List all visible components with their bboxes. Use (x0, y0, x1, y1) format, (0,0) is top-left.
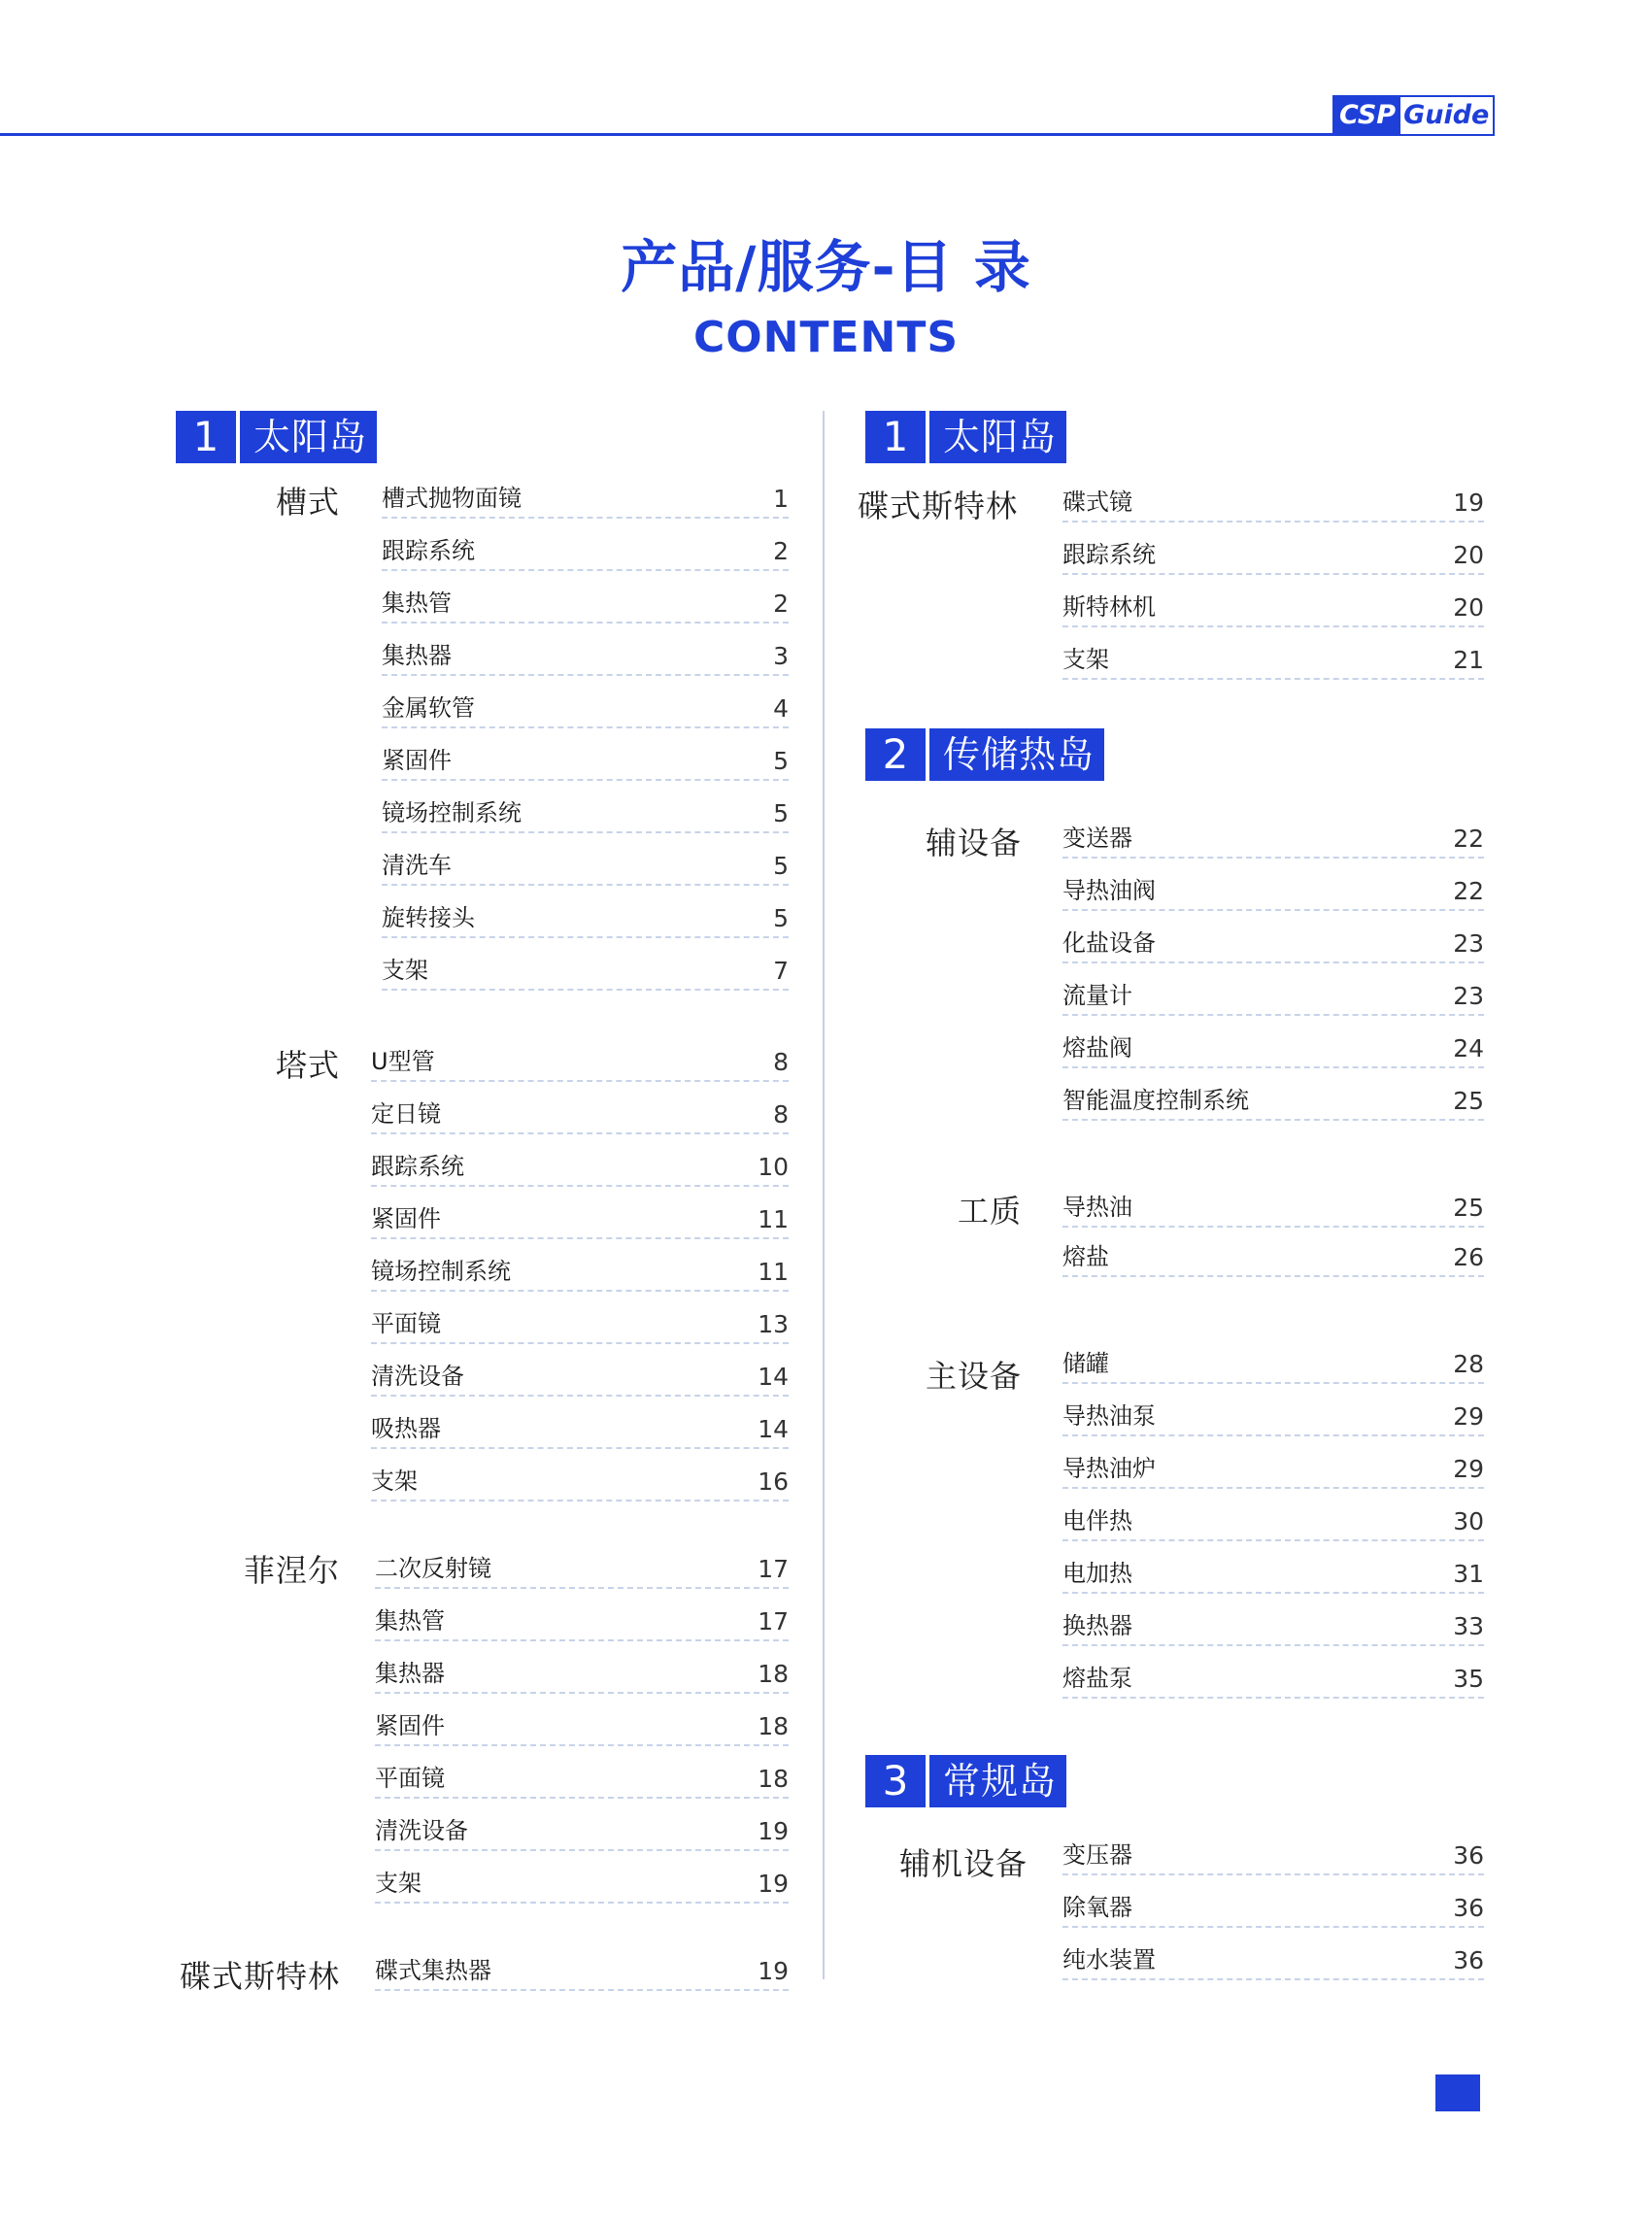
entry-label: 紧固件 (375, 1712, 445, 1739)
entry-label: 跟踪系统 (382, 537, 475, 564)
entry-page-number: 29 (1453, 1402, 1484, 1431)
entry-page-number: 29 (1453, 1455, 1484, 1483)
entry-label: 碟式镜 (1062, 489, 1132, 516)
toc-entry (1062, 921, 1484, 963)
category-label: 槽式 (275, 484, 340, 521)
category-label: 碟式斯特林 (179, 1958, 340, 1995)
toc-entry (1062, 868, 1484, 911)
toc-entry (375, 1546, 789, 1589)
header-rule (0, 133, 1476, 136)
entry-page-number: 5 (773, 904, 789, 932)
entry-label: 导热油炉 (1062, 1455, 1156, 1482)
entry-label: 清洗车 (382, 852, 452, 879)
entry-label: 支架 (1062, 646, 1109, 673)
toc-entry (371, 1039, 789, 1082)
toc-entry (1062, 973, 1484, 1016)
entry-page-number: 36 (1453, 1841, 1484, 1870)
toc-entry (375, 1808, 789, 1851)
category-label: 塔式 (275, 1047, 340, 1084)
entry-page-number: 4 (773, 694, 789, 723)
entry-label: 斯特林机 (1062, 593, 1156, 621)
toc-entry (375, 1599, 789, 1641)
entry-page-number: 18 (758, 1660, 789, 1688)
entry-page-number: 23 (1453, 982, 1484, 1010)
entry-label: 熔盐 (1062, 1243, 1109, 1270)
entry-label: 支架 (371, 1467, 418, 1495)
entry-label: 流量计 (1062, 982, 1132, 1009)
entry-label: 熔盐泵 (1062, 1665, 1132, 1692)
entry-label: 智能温度控制系统 (1062, 1087, 1249, 1114)
entry-label: 镜场控制系统 (371, 1258, 511, 1285)
toc-entry (1062, 1185, 1484, 1228)
entry-label: 清洗设备 (371, 1363, 464, 1390)
toc-entry (1062, 1551, 1484, 1594)
toc-entry (1062, 585, 1484, 627)
entry-label: 镜场控制系统 (382, 799, 522, 826)
entry-page-number: 33 (1453, 1612, 1484, 1640)
section-number: 1 (865, 411, 926, 463)
entry-page-number: 17 (758, 1607, 789, 1636)
entry-page-number: 20 (1453, 541, 1484, 569)
entry-label: 化盐设备 (1062, 929, 1156, 957)
toc-entry (1062, 1078, 1484, 1121)
section-name: 太阳岛 (929, 411, 1066, 463)
toc-entry (382, 633, 789, 676)
csp-guide-logo (1332, 95, 1495, 136)
entry-page-number: 5 (773, 852, 789, 880)
page-subtitle: CONTENTS (692, 313, 960, 362)
entry-page-number: 19 (758, 1957, 789, 1985)
entry-label: 导热油 (1062, 1194, 1132, 1221)
toc-entry (382, 528, 789, 571)
toc-entry (375, 1948, 789, 1991)
entry-label: 变压器 (1062, 1841, 1132, 1869)
entry-page-number: 19 (1453, 489, 1484, 517)
entry-label: 集热管 (375, 1607, 445, 1635)
logo-guide-text: Guide (1400, 97, 1493, 134)
entry-page-number: 1 (773, 485, 789, 513)
page-marker (1435, 2074, 1480, 2111)
entry-page-number: 26 (1453, 1243, 1484, 1271)
entry-label: 熔盐阀 (1062, 1034, 1132, 1062)
entry-page-number: 22 (1453, 877, 1484, 905)
toc-entry (1062, 1394, 1484, 1436)
toc-entry (1062, 1026, 1484, 1068)
entry-label: 平面镜 (375, 1765, 445, 1792)
entry-label: 碟式集热器 (375, 1957, 491, 1984)
toc-entry (371, 1354, 789, 1397)
entry-page-number: 30 (1453, 1507, 1484, 1535)
entry-page-number: 19 (758, 1817, 789, 1845)
entry-page-number: 20 (1453, 593, 1484, 622)
toc-entry (371, 1249, 789, 1292)
entry-page-number: 2 (773, 590, 789, 618)
toc-entry (375, 1703, 789, 1746)
entry-page-number: 25 (1453, 1087, 1484, 1115)
entry-page-number: 31 (1453, 1560, 1484, 1588)
entry-page-number: 19 (758, 1870, 789, 1898)
category-label: 主设备 (925, 1358, 1022, 1395)
toc-entry (1062, 1499, 1484, 1541)
entry-page-number: 28 (1453, 1350, 1484, 1378)
toc-entry (375, 1861, 789, 1904)
toc-entry (382, 791, 789, 833)
entry-page-number: 22 (1453, 825, 1484, 853)
entry-page-number: 35 (1453, 1665, 1484, 1693)
entry-label: 换热器 (1062, 1612, 1132, 1639)
entry-label: 导热油泵 (1062, 1402, 1156, 1430)
entry-label: 吸热器 (371, 1415, 441, 1442)
column-divider (823, 411, 825, 1979)
entry-label: 跟踪系统 (371, 1153, 464, 1180)
entry-label: 槽式抛物面镜 (382, 485, 522, 512)
toc-entry (1062, 816, 1484, 859)
toc-entry (371, 1144, 789, 1187)
entry-label: 集热管 (382, 590, 452, 617)
entry-label: 支架 (382, 957, 428, 984)
toc-entry (371, 1301, 789, 1344)
entry-page-number: 13 (758, 1310, 789, 1338)
entry-label: 紧固件 (371, 1205, 441, 1232)
toc-entry (1062, 1833, 1484, 1875)
toc-entry (1062, 1603, 1484, 1646)
section-name: 太阳岛 (240, 411, 377, 463)
entry-page-number: 17 (758, 1555, 789, 1583)
entry-label: 清洗设备 (375, 1817, 468, 1844)
entry-label: 集热器 (382, 642, 452, 669)
section-number: 2 (865, 728, 926, 781)
entry-label: 除氧器 (1062, 1894, 1132, 1921)
entry-page-number: 11 (758, 1205, 789, 1233)
section-header (865, 1755, 1066, 1807)
toc-entry (382, 895, 789, 938)
entry-page-number: 21 (1453, 646, 1484, 674)
toc-entry (1062, 1656, 1484, 1699)
logo-csp-text: CSP (1334, 97, 1400, 134)
toc-entry (382, 843, 789, 886)
section-name: 传储热岛 (929, 728, 1104, 781)
entry-page-number: 24 (1453, 1034, 1484, 1062)
entry-label: 定日镜 (371, 1100, 441, 1128)
entry-label: 导热油阀 (1062, 877, 1156, 904)
entry-label: 支架 (375, 1870, 421, 1897)
section-name: 常规岛 (929, 1755, 1066, 1807)
entry-label: 平面镜 (371, 1310, 441, 1337)
entry-page-number: 2 (773, 537, 789, 565)
section-header (865, 411, 1066, 463)
toc-entry (382, 948, 789, 991)
entry-page-number: 3 (773, 642, 789, 670)
toc-entry (371, 1459, 789, 1501)
toc-entry (1062, 1446, 1484, 1489)
category-label: 碟式斯特林 (857, 488, 1018, 524)
page-title: 产品/服务-目 录 (621, 234, 1031, 300)
toc-entry (1062, 1234, 1484, 1277)
toc-entry (1062, 480, 1484, 523)
toc-entry (371, 1406, 789, 1449)
entry-label: 紧固件 (382, 747, 452, 774)
toc-entry (371, 1197, 789, 1239)
entry-page-number: 36 (1453, 1946, 1484, 1974)
entry-label: 纯水装置 (1062, 1946, 1156, 1973)
category-label: 辅机设备 (898, 1845, 1028, 1882)
toc-entry (375, 1756, 789, 1799)
section-header (865, 728, 1104, 781)
entry-page-number: 36 (1453, 1894, 1484, 1922)
entry-label: 金属软管 (382, 694, 475, 722)
toc-entry (375, 1651, 789, 1694)
toc-entry (1062, 1938, 1484, 1980)
toc-entry (1062, 637, 1484, 680)
category-label: 辅设备 (925, 825, 1022, 861)
section-header (176, 411, 377, 463)
entry-page-number: 14 (758, 1415, 789, 1443)
entry-label: 电加热 (1062, 1560, 1132, 1587)
toc-entry (371, 1092, 789, 1134)
entry-label: 储罐 (1062, 1350, 1109, 1377)
entry-page-number: 25 (1453, 1194, 1484, 1222)
entry-label: 跟踪系统 (1062, 541, 1156, 568)
toc-entry (382, 581, 789, 624)
category-label: 菲涅尔 (243, 1552, 340, 1589)
entry-page-number: 14 (758, 1363, 789, 1391)
entry-label: 旋转接头 (382, 904, 475, 931)
entry-page-number: 8 (773, 1100, 789, 1129)
entry-page-number: 5 (773, 747, 789, 775)
entry-page-number: 11 (758, 1258, 789, 1286)
entry-page-number: 23 (1453, 929, 1484, 958)
entry-label: 集热器 (375, 1660, 445, 1687)
toc-entry (382, 738, 789, 781)
toc-entry (382, 476, 789, 519)
category-label: 工质 (957, 1193, 1022, 1230)
section-number: 1 (176, 411, 236, 463)
entry-label: 二次反射镜 (375, 1555, 491, 1582)
toc-entry (382, 686, 789, 728)
toc-entry (1062, 1885, 1484, 1928)
entry-page-number: 8 (773, 1048, 789, 1076)
entry-page-number: 10 (758, 1153, 789, 1181)
entry-page-number: 7 (773, 957, 789, 985)
entry-label: 变送器 (1062, 825, 1132, 852)
toc-entry (1062, 1341, 1484, 1384)
entry-page-number: 5 (773, 799, 789, 827)
section-number: 3 (865, 1755, 926, 1807)
entry-label: 电伴热 (1062, 1507, 1132, 1535)
entry-page-number: 18 (758, 1765, 789, 1793)
toc-entry (1062, 532, 1484, 575)
entry-page-number: 18 (758, 1712, 789, 1740)
entry-label: U型管 (371, 1048, 435, 1075)
entry-page-number: 16 (758, 1467, 789, 1496)
